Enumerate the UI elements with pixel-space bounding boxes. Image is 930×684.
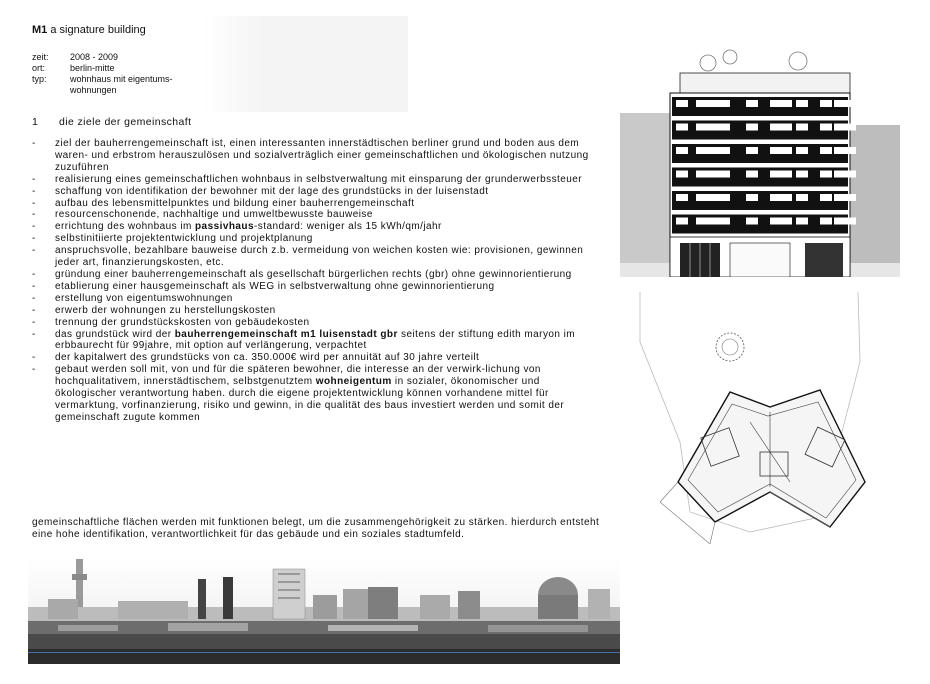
list-item [28,317,620,329]
bullet-dash: - [32,304,36,316]
project-info-box [28,14,408,114]
list-item [28,245,620,269]
berlin-skyline-photo [28,559,620,664]
list-item [28,329,620,353]
list-item [28,305,620,317]
list-item [28,138,620,174]
list-item [28,364,620,424]
meta-key: typ: [32,74,47,84]
emphasis: passivhaus [195,221,254,233]
bullet-dash: - [32,268,36,280]
list-item-text: aufbau des lebensmittelpunktes und bildung einer bauherrengemeinschaft [55,197,415,209]
bullet-dash: - [32,173,36,185]
list-item [28,269,620,281]
meta-value: 2008 - 2009 [70,52,119,62]
project-title [32,24,146,36]
list-item-text: realisierung eines gemeinschaftlichen wohnbaus in selbstverwaltung mit einsparung der grunderwerbssteuer [55,173,583,185]
section-title: die ziele der gemeinschaft [59,116,192,128]
bullet-dash: - [32,316,36,328]
list-item-text: errichtung des wohnbaus im passivhaus-standard: weniger als 15 kWh/qm/jahr [55,221,442,233]
list-item [28,233,620,245]
bullet-dash: - [32,245,36,257]
list-item-text: erstellung von eigentumswohnungen [55,292,233,304]
list-item-text: trennung der grundstückskosten von gebäudekosten [55,316,310,328]
meta-value: berlin-mitte [70,63,115,73]
bullet-dash: - [32,364,36,376]
bullet-dash: - [32,209,36,221]
goals-list [28,138,620,424]
list-item [28,209,620,221]
project-meta [32,52,210,96]
list-item [28,281,620,293]
bullet-dash: - [32,352,36,364]
list-item [28,198,620,210]
meta-key: zeit: [32,52,49,62]
list-item-text: resourcenschonende, nachhaltige und umweltbewusste bauweise [55,209,373,221]
list-item-text: erwerb der wohnungen zu herstellungskosten [55,304,276,316]
list-item [28,174,620,186]
meta-row [32,63,210,74]
bullet-dash: - [32,221,36,233]
bullet-dash: - [32,292,36,304]
text-panel [28,14,620,654]
section-heading [32,116,191,128]
list-item-text: ziel der bauherrengemeinschaft ist, einen interessanten innerstädtischen berliner grund und boden aus dem waren- und erbstrom herauszulösen und sozialverträglich einer gemeinschaftlichen und ökologischen nutzung zuzuführen [55,138,589,173]
info-background [203,16,408,112]
list-item-text: etablierung einer hausgemeinschaft als WEG in selbstverwaltung ohne gewinnorientierung [55,280,495,292]
project-code: M1 [32,24,48,36]
bullet-dash: - [32,197,36,209]
list-item [28,293,620,305]
meta-row [32,74,210,96]
meta-row [32,52,210,63]
meta-value: wohnhaus mit eigentums-wohnungen [70,74,173,95]
project-name: a signature building [50,24,146,36]
bullet-dash: - [32,138,36,149]
list-item [28,186,620,198]
bullet-dash: - [32,233,36,245]
list-item [28,221,620,233]
list-item [28,352,620,364]
meta-key: ort: [32,63,46,73]
list-item-text: schaffung von identifikation der bewohner mit der lage des grundstücks in der luisenstadt [55,185,489,197]
list-item-text: selbstinitiierte projektentwicklung und projektplanung [55,233,313,245]
bullet-dash: - [32,185,36,197]
emphasis: wohneigentum [315,376,392,388]
building-elevation-drawing [620,25,900,277]
emphasis: bauherrengemeinschaft m1 luisenstadt gbr [174,328,398,340]
list-item-text: anspruchsvolle, bezahlbare bauweise durch z.b. vermeidung von weichen kosten wie: provisionen, gewinnen jeder art, finanzierungskosten, etc. [55,245,584,269]
list-item-text: gebaut werden soll mit, von und für die späteren bewohner, die interesse an der verwirk-lichung von hochqualitativem, innerstädtischem, selbstgenutztem wohneigentum in sozialer, ökonomischer und ökologischer verantwortung haben. durch die eigene projektentwicklung können vorhandene mittel für vermarktung, vorfinanzierung, risiko und gewinn, in die qualität des baus investiert werden und somit der gemeinschaft zugute kommen [55,364,565,423]
bullet-dash: - [32,328,36,340]
list-item-text: das grundstück wird der bauherrengemeinschaft m1 luisenstadt gbr seitens der stiftung edith maryon im erbbaurecht für 99jahre, mit option auf verlängerung, verpachtet [55,328,576,352]
floor-plan-drawing [620,282,900,662]
section-number: 1 [32,116,39,128]
list-item-text: gründung einer bauherrengemeinschaft als gesellschaft bürgerlichen rechts (gbr) ohne gewinnorientierung [55,268,572,280]
closing-paragraph: gemeinschaftliche flächen werden mit funktionen belegt, um die zusammengehörigkeit zu stärken. hierdurch entsteht eine hohe identifikation, verantwortlichkeit für das gebäude und ein soziales stadtumfeld. [32,517,600,540]
bullet-dash: - [32,280,36,292]
list-item-text: der kapitalwert des grundstücks von ca. 350.000€ wird per annuität auf 30 jahre verteilt [55,352,480,364]
bottom-accent-line [28,652,620,653]
